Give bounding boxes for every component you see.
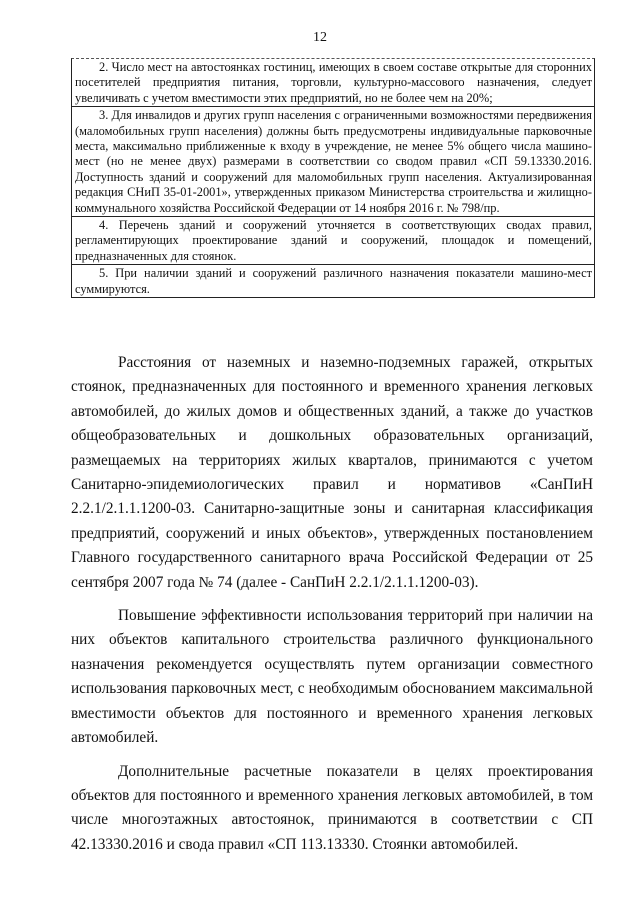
table-note-3: 3. Для инвалидов и других групп населения с ограниченными возможностями передвижения (маломобильных групп населения) должны быть предусмотрены индивидуальные парковочные места, максимально приближенные к входу в учреждение, не менее 5% общего числа машино-мест (но не менее двух) размерами в соответствии со сводом правил «СП 59.13330.2016. Доступность зданий и сооружений для маломобильных групп населения. Актуализированная редакция СНиП 35-01-2001», утвержденных приказом Министерства строительства и жилищно-коммунального хозяйства Российской Федерации от 14 ноября 2016 г. № 798/пр.: [72, 107, 594, 217]
body-text: [71, 351, 593, 866]
table-note-2: 2. Число мест на автостоянках гостиниц, имеющих в своем составе открытые для сторонних посетителей предприятия питания, торговли, культурно-массового назначения, следует увеличивать с учетом вместимости этих предприятий, но не более чем на 20%;: [72, 59, 594, 107]
table-note-5: 5. При наличии зданий и сооружений различного назначения показатели машино-мест суммируются.: [75, 266, 592, 296]
table-note-4: 4. Перечень зданий и сооружений уточняется в соответствующих сводах правил, регламентирующих проектирование зданий и сооружений, площадок и помещений, предназначенных для стоянок.: [72, 217, 594, 265]
paragraph-efficiency: Повышение эффективности использования территорий при наличии на них объектов капитального строительства различного функционального назначения рекомендуется осуществлять путем организации совместного использования парковочных мест, с необходимым обоснованием максимальной вместимости объектов для постоянного и временного хранения легковых автомобилей.: [71, 607, 593, 747]
table-notes: [71, 58, 595, 298]
page-number: 12: [313, 30, 327, 45]
paragraph-distances: Расстояния от наземных и наземно-подземных гаражей, открытых стоянок, предназначенных для постоянного и временного хранения легковых автомобилей, до жилых домов и общественных зданий, а также до участков общеобразовательных и дошкольных образовательных организаций, размещаемых на территориях жилых кварталов, принимаются с учетом Санитарно-эпидемиологических правил и нормативов «СанПиН 2.2.1/2.1.1.1200-03. Санитарно-защитные зоны и санитарная классификация предприятий, сооружений и иных объектов», утвержденных постановлением Главного государственного санитарного врача Российской Федерации от 25 сентября 2007 года № 74 (далее - СанПиН 2.2.1/2.1.1.1200-03).: [71, 354, 593, 591]
paragraph-additional-indicators: Дополнительные расчетные показатели в целях проектирования объектов для постоянного и временного хранения легковых автомобилей, в том числе многоэтажных автостоянок, принимаются в соответствии с СП 42.13330.2016 и свода правил «СП 113.13330. Стоянки автомобилей.: [71, 762, 593, 853]
